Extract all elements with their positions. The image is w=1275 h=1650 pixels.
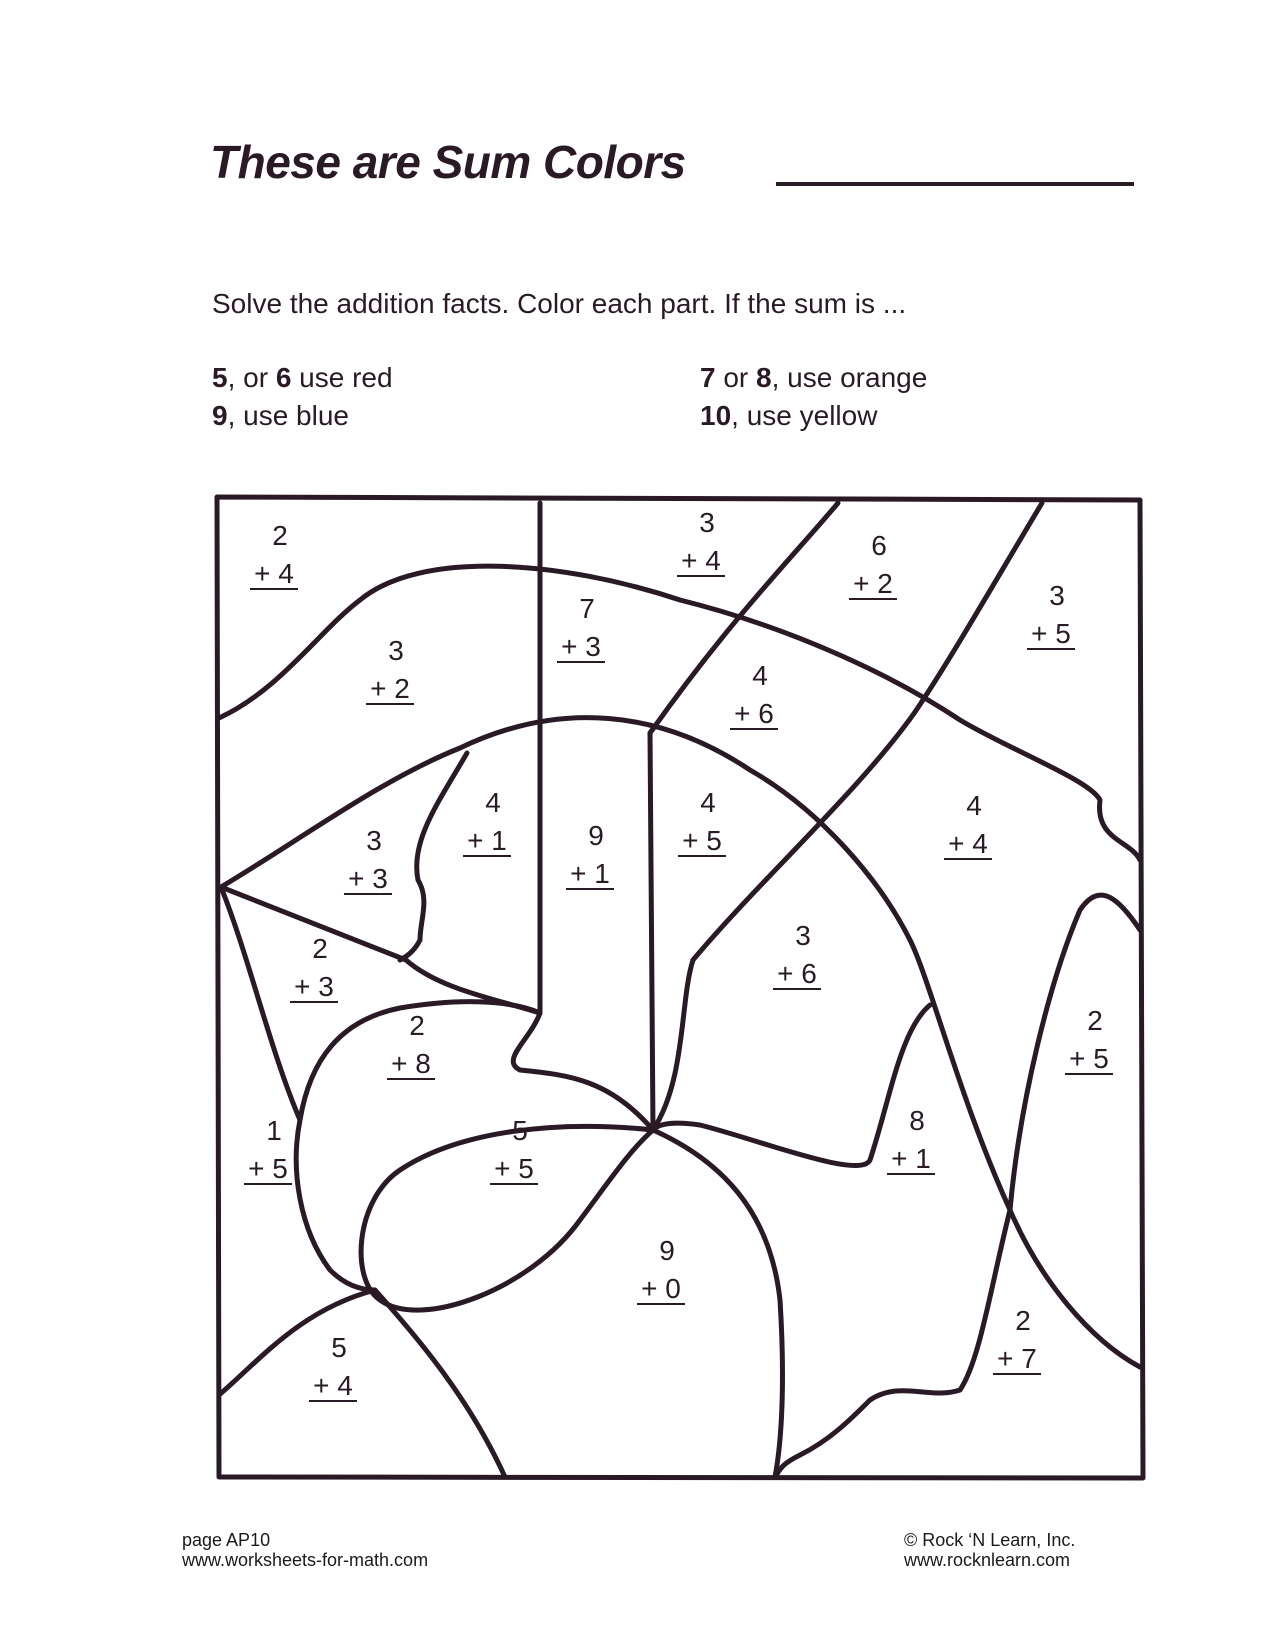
footer-right (904, 1530, 1075, 1570)
region-border (221, 887, 540, 1013)
fact-top-number: 2 (272, 520, 288, 551)
fact-top-number: 6 (871, 530, 887, 561)
addition-fact (1027, 580, 1075, 649)
fact-top-number: 8 (909, 1105, 925, 1136)
fact-bottom-addend: + 2 (853, 568, 893, 599)
fact-top-number: 2 (1015, 1305, 1031, 1336)
fact-top-number: 3 (366, 825, 382, 856)
instructions-text: Solve the addition facts. Color each part. If the sum is ... (212, 288, 907, 319)
addition-fact (993, 1305, 1041, 1374)
fact-top-number: 3 (388, 635, 404, 666)
addition-fact (244, 1115, 292, 1184)
fact-bottom-addend: + 4 (948, 828, 988, 859)
addition-fact (463, 787, 511, 856)
addition-facts (244, 507, 1113, 1401)
copyright: © Rock ‘N Learn, Inc. (904, 1530, 1076, 1550)
addition-fact (366, 635, 414, 704)
key-text: , use yellow (731, 400, 878, 431)
worksheet-title: These are Sum Colors (210, 136, 686, 188)
addition-fact (730, 660, 778, 729)
region-border (219, 1290, 505, 1477)
key-number: 10 (700, 400, 732, 431)
key-text: use red (291, 362, 393, 393)
fact-bottom-addend: + 6 (734, 698, 774, 729)
key-text: , use blue (227, 400, 349, 431)
fact-top-number: 2 (1087, 1005, 1103, 1036)
fact-bottom-addend: + 4 (313, 1370, 353, 1401)
addition-fact (677, 507, 725, 576)
fact-bottom-addend: + 3 (348, 863, 388, 894)
fact-bottom-addend: + 5 (1031, 618, 1071, 649)
fact-top-number: 4 (700, 787, 716, 818)
fact-top-number: 9 (659, 1235, 675, 1266)
fact-bottom-addend: + 6 (777, 958, 817, 989)
region-border (300, 1002, 653, 1130)
fact-bottom-addend: + 4 (254, 558, 294, 589)
fact-top-number: 7 (579, 593, 595, 624)
fact-bottom-addend: + 1 (891, 1143, 931, 1174)
fact-top-number: 4 (752, 660, 768, 691)
key-number: 9 (212, 400, 228, 431)
region-border (775, 895, 1140, 1477)
fact-top-number: 9 (588, 820, 604, 851)
publisher-link: www.rocknlearn.com (904, 1550, 1071, 1570)
fact-top-number: 3 (1049, 580, 1065, 611)
fact-top-number: 5 (331, 1332, 347, 1363)
addition-fact (566, 820, 614, 889)
footer-left (182, 1530, 428, 1570)
addition-fact (309, 1332, 357, 1401)
region-border (650, 733, 653, 1130)
fact-bottom-addend: + 7 (997, 1343, 1037, 1374)
region-border (219, 566, 1140, 860)
addition-fact (849, 530, 897, 599)
fact-top-number: 3 (699, 507, 715, 538)
addition-fact (557, 593, 605, 662)
region-border (221, 887, 300, 1120)
key-text: , use orange (771, 362, 928, 393)
region-border (400, 753, 467, 960)
fact-bottom-addend: + 4 (681, 545, 721, 576)
addition-fact (678, 787, 726, 856)
fact-top-number: 3 (795, 920, 811, 951)
fact-bottom-addend: + 0 (641, 1273, 681, 1304)
fact-top-number: 4 (966, 790, 982, 821)
addition-fact (637, 1235, 685, 1304)
page-number: page AP10 (182, 1530, 271, 1550)
fact-bottom-addend: + 5 (494, 1153, 534, 1184)
addition-fact (290, 933, 338, 1002)
addition-fact (387, 1010, 435, 1079)
puzzle-outlines (217, 497, 1143, 1478)
addition-fact (490, 1115, 538, 1184)
key-number: 7 (700, 362, 716, 393)
addition-fact (344, 825, 392, 894)
key-text: , or (227, 362, 276, 393)
addition-fact (944, 790, 992, 859)
addition-fact (1065, 1005, 1113, 1074)
fact-top-number: 1 (266, 1115, 282, 1146)
fact-bottom-addend: + 8 (391, 1048, 431, 1079)
key-number: 8 (756, 362, 772, 393)
fact-bottom-addend: + 3 (561, 631, 601, 662)
region-border (653, 1005, 930, 1165)
fact-bottom-addend: + 1 (467, 825, 507, 856)
fact-bottom-addend: + 2 (370, 673, 410, 704)
fact-top-number: 2 (409, 1010, 425, 1041)
key-number: 6 (275, 362, 292, 393)
fact-bottom-addend: + 5 (682, 825, 722, 856)
puzzle-frame (217, 497, 1143, 1478)
addition-fact (773, 920, 821, 989)
fact-top-number: 4 (485, 787, 501, 818)
fact-top-number: 5 (512, 1115, 528, 1146)
addition-fact (887, 1105, 935, 1174)
fact-bottom-addend: + 5 (248, 1153, 288, 1184)
website-link: www.worksheets-for-math.com (182, 1550, 429, 1570)
fact-bottom-addend: + 3 (294, 971, 334, 1002)
fact-bottom-addend: + 1 (570, 858, 610, 889)
fact-top-number: 2 (312, 933, 328, 964)
fact-bottom-addend: + 5 (1069, 1043, 1109, 1074)
key-number: 5 (212, 362, 228, 393)
key-text: or (715, 362, 757, 393)
addition-fact (250, 520, 298, 589)
